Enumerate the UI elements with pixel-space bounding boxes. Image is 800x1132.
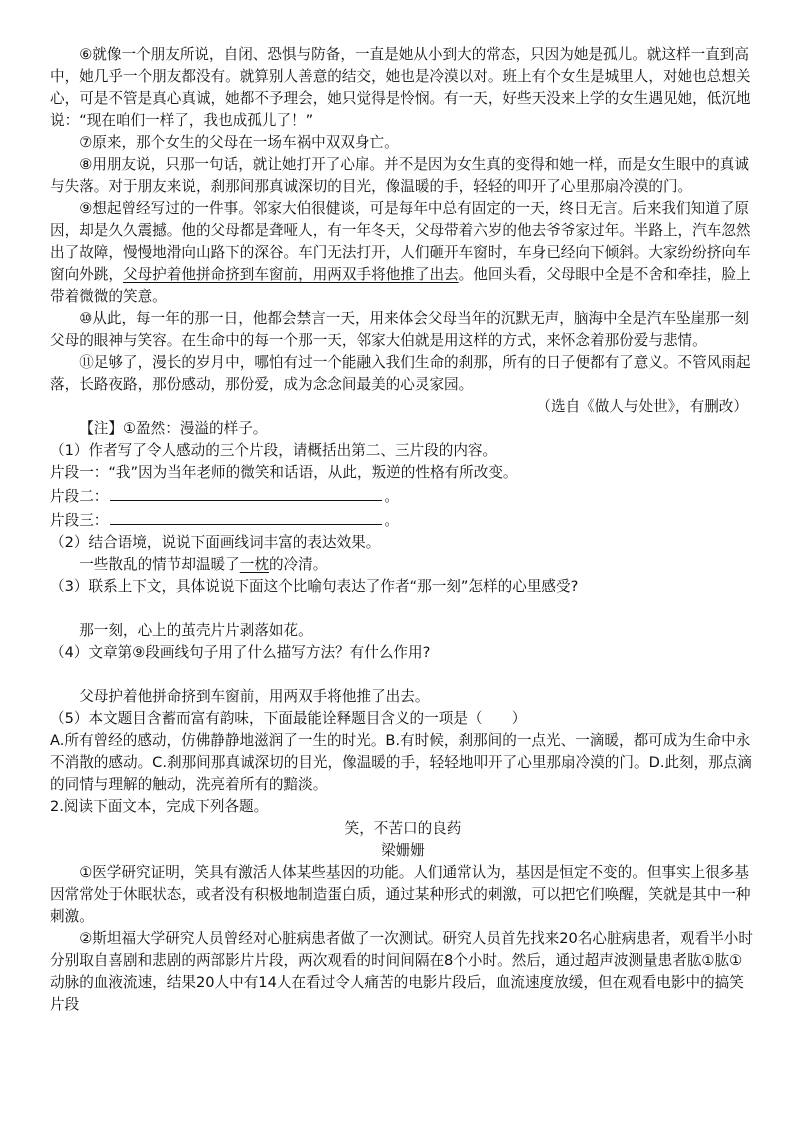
question-2-quote-b: 的冷清。: [268, 556, 328, 573]
fragment-2-end: 。: [384, 488, 399, 505]
fragment-2: [50, 484, 756, 508]
fragment-3: [50, 508, 756, 532]
article-title: 笑，不苦口的良药: [344, 820, 462, 837]
answer-space-3: [50, 598, 756, 620]
question-3: （3）联系上下文，具体说说下面这个比喻句表达了作者“那一刻”怎样的心里感受?: [50, 578, 579, 595]
paragraph-10: ⑩从此，每一年的那一日，他都会禁言一天，用来体会父母当年的沉默无声，脑海中全是汽车坠崖那一刻父母的眼神与笑容。在生命中的每一个那一天，邻家大伯就是用这样的方式，来怀念着那份爱与悲情。: [50, 310, 749, 349]
paragraph-9: [50, 198, 756, 308]
question-1: （1）作者写了令人感动的三个片段，请概括出第二、三片段的内容。: [50, 442, 498, 459]
fragment-1: 片段一：“我”因为当年老师的微笑和话语，从此，叛逆的性格有所改变。: [50, 464, 518, 481]
article-author: 梁姗姗: [381, 842, 425, 859]
question-5-options: A.所有曾经的感动，仿佛静静地滋润了一生的时光。B.有时候，刹那间的一点光、一滴暖，都可成为生命中永不消散的感动。C.刹那间那真诚深切的目光，像温暖的手，轻轻地叩开了心里那扇冷漠的门。D.此刻，那点滴的同情与理解的触动，洗亮着所有的黯淡。: [50, 732, 753, 793]
answer-space-4: [50, 664, 756, 686]
fragment-3-blank[interactable]: [110, 508, 382, 525]
paragraph-7: ⑦原来，那个女生的父母在一场车祸中双双身亡。: [79, 134, 399, 151]
question-5: （5）本文题目含蓄而富有韵味，下面最能诠释题目含义的一项是（ ）: [50, 710, 527, 727]
annotation-note: 【注】①盈然：漫溢的样子。: [79, 420, 268, 437]
fragment-3-label: 片段三：: [50, 512, 109, 529]
fragment-2-label: 片段二：: [50, 488, 109, 505]
section-2-heading: 2.阅读下面文本，完成下列各题。: [50, 798, 269, 815]
paragraph-9-text-b: 。他回头看，父母眼中全是不舍和牵挂，脸上带着微微的笑意。: [50, 266, 751, 305]
source-citation: （选自《做人与处世》，有删改）: [536, 398, 748, 415]
question-4-quote: 父母护着他拼命挤到车窗前，用两双手将他推了出去。: [79, 688, 430, 705]
fragment-3-end: 。: [384, 512, 399, 529]
paragraph-6: ⑥就像一个朋友所说，自闭、恐惧与防备，一直是她从小到大的常态，只因为她是孤儿。就这样一直到高中，她几乎一个朋友都没有。就算别人善意的结交，她也是冷漠以对。班上有个女生是城里人，对她也总想关心，可是不管是真心真诚，她都不予理会，她只觉得是怜悯。有一天，好些天没来上学的女生遇见她，低沉地说：“现在咱们一样了，我也成孤儿了！”: [50, 46, 751, 129]
paragraph-8: ⑧用朋友说，只那一句话，就让她打开了心扉。并不是因为女生真的变得和她一样，而是女生眼中的真诚与失落。对于朋友来说，刹那间那真诚深切的目光，像温暖的手，轻轻的叩开了心里那扇冷漠的门。: [50, 156, 749, 195]
question-3-quote: 那一刻，心上的茧壳片片剥落如花。: [79, 622, 313, 639]
question-2: （2）结合语境，说说下面画线词丰富的表达效果。: [50, 534, 381, 551]
paragraph-9-text-a: ⑨想起曾经写过的一件事。邻家大伯很健谈，可是每年中总有固定的一天，终日无言。后来我们知道了原因，却是久久震撼。他的父母都是聋哑人，有一年冬天，父母带着六岁的他去爷爷家过年。半路上，汽车忽然出了故障，慢慢地滑向山路下的深谷。车门无法打开，人们砸开车窗时，车身已经向下倾斜。大家纷纷挤向车窗向外跳，: [50, 200, 751, 283]
fragment-2-blank[interactable]: [110, 484, 382, 501]
article-paragraph-2: ②斯坦福大学研究人员曾经对心脏病患者做了一次测试。研究人员首先找来20名心脏病患者，观看半小时分别取自喜剧和悲剧的两部影片片段，两次观看的时间间隔在8个小时。然后，通过超声波测量患者肱①肱①动脉的血液流速，结果20人中有14人在看过令人痛苦的电影片段后，血流速度放缓，但在观看电影中的搞笑片段: [50, 930, 753, 1013]
question-2-quote: [50, 554, 756, 576]
underlined-word: 一枕: [239, 556, 269, 573]
paragraph-11: ⑪足够了，漫长的岁月中，哪怕有过一个能融入我们生命的刹那，所有的日子便都有了意义。不管风雨起落，长路夜路，那份感动，那份爱，成为念念间最美的心灵家园。: [50, 354, 751, 393]
question-2-quote-a: 一些散乱的情节却温暖了: [79, 556, 240, 573]
question-4: （4）文章第⑨段画线句子用了什么描写方法？有什么作用?: [50, 644, 431, 661]
article-paragraph-1: ①医学研究证明，笑具有激活人体某些基因的功能。人们通常认为，基因是恒定不变的。但事实上很多基因常常处于休眠状态，或者没有积极地制造蛋白质，通过某种形式的刺激，可以把它们唤醒，笑就是其中一种刺激。: [50, 864, 751, 925]
underlined-sentence: 父母护着他拼命挤到车窗前，用两双手将他推了出去: [122, 266, 459, 283]
